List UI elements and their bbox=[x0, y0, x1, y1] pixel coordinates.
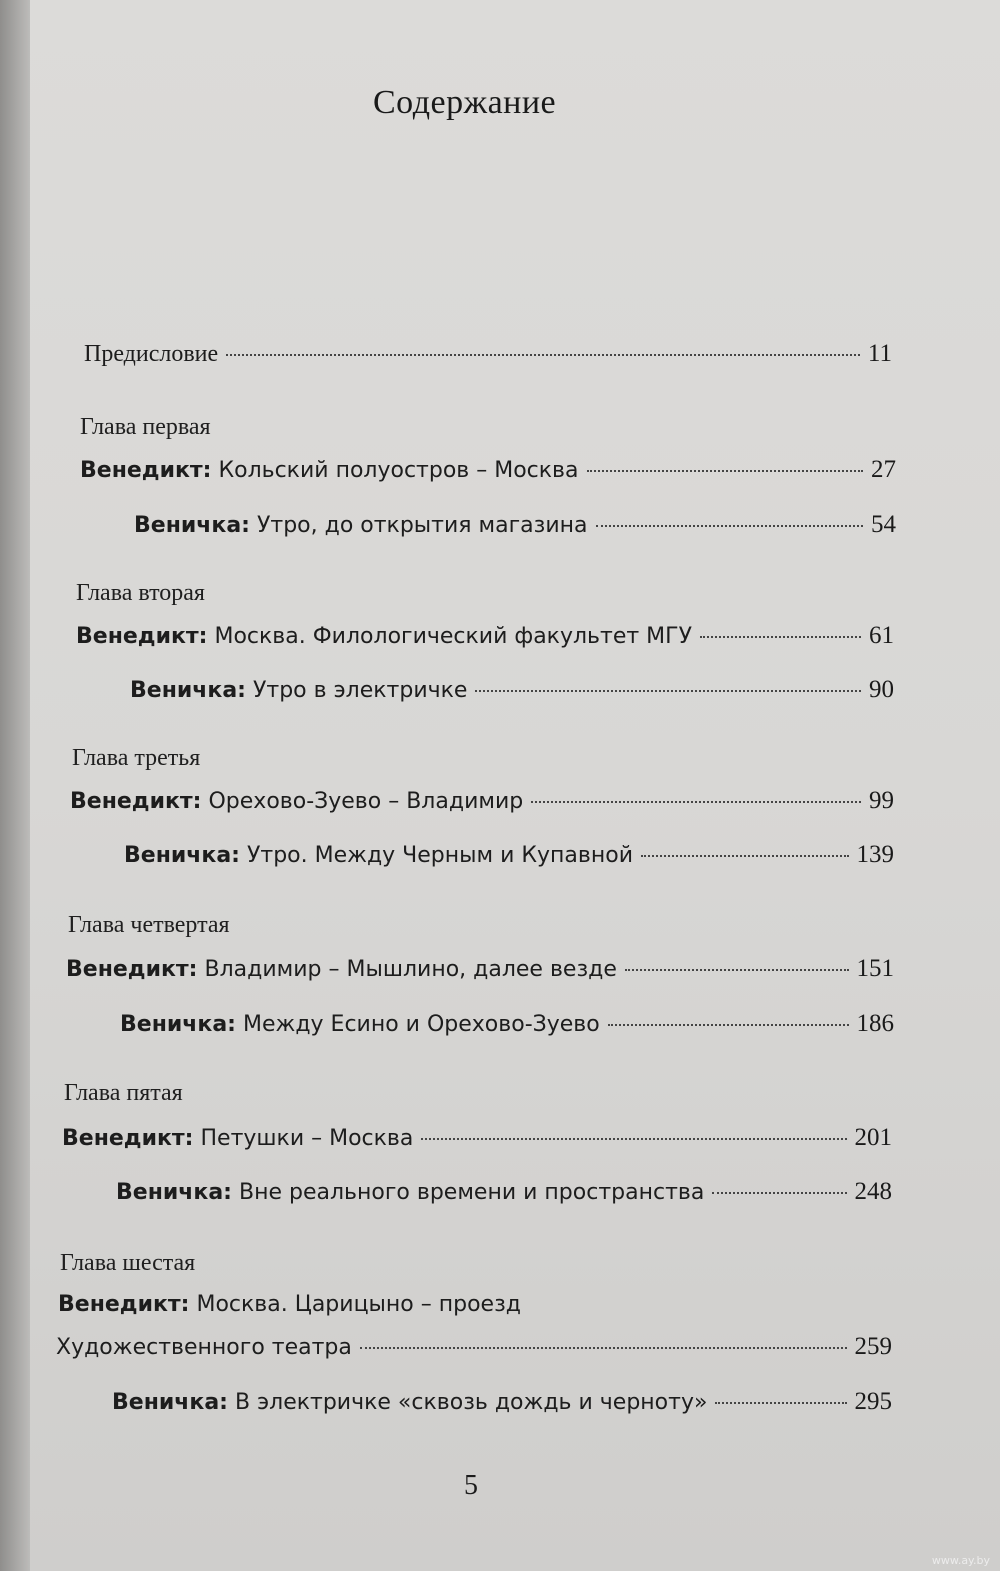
dot-leader bbox=[625, 969, 849, 971]
watermark: www.ay.by bbox=[931, 1554, 990, 1567]
toc-entry bbox=[130, 676, 894, 710]
toc-entry-title: Петушки – Москва bbox=[200, 1126, 414, 1151]
toc-speaker: Веничка: bbox=[120, 1012, 236, 1037]
toc-speaker: Венедикт: bbox=[70, 789, 202, 814]
dot-leader bbox=[608, 1024, 849, 1026]
toc-speaker: Венедикт: bbox=[76, 624, 208, 649]
toc-page-number: 99 bbox=[869, 787, 894, 814]
dot-leader bbox=[587, 470, 863, 472]
toc-entry-title: Вне реального времени и пространства bbox=[238, 1180, 705, 1205]
chapter-heading: Глава шестая bbox=[60, 1250, 196, 1276]
toc-page-number: 248 bbox=[854, 1178, 892, 1205]
chapter-heading: Глава четвертая bbox=[68, 912, 230, 938]
toc-entry bbox=[112, 1388, 892, 1422]
dot-leader bbox=[700, 636, 861, 638]
toc-entry-title: Москва. Царицыно – проезд bbox=[196, 1292, 521, 1317]
toc-speaker: Венедикт: bbox=[66, 957, 198, 982]
toc-entry-title: В электричке «сквозь дождь и черноту» bbox=[234, 1390, 708, 1415]
dot-leader bbox=[531, 801, 861, 803]
dot-leader bbox=[475, 690, 861, 692]
toc-page-number: 259 bbox=[854, 1333, 892, 1360]
toc-page-number: 11 bbox=[867, 340, 892, 367]
toc-entry-title-continuation: Художественного театра bbox=[56, 1335, 352, 1360]
toc-entry bbox=[134, 511, 896, 545]
toc-page-number: 295 bbox=[854, 1388, 892, 1415]
dot-leader bbox=[360, 1347, 847, 1349]
toc-entry bbox=[66, 955, 894, 989]
toc-entry-title: Утро в электричке bbox=[252, 678, 468, 703]
toc-entry bbox=[116, 1178, 892, 1212]
chapter-heading: Глава третья bbox=[72, 745, 201, 771]
chapter-heading: Глава пятая bbox=[64, 1080, 183, 1106]
toc-entry-title: Владимир – Мышлино, далее везде bbox=[204, 957, 617, 982]
toc-speaker: Венедикт: bbox=[80, 458, 212, 483]
toc-entry bbox=[124, 841, 894, 875]
dot-leader bbox=[715, 1402, 846, 1404]
toc-page-number: 139 bbox=[856, 841, 894, 868]
chapter-heading: Глава первая bbox=[80, 414, 211, 440]
toc-page-number: 54 bbox=[871, 511, 896, 538]
chapter-heading: Глава вторая bbox=[76, 580, 205, 606]
toc-page-number: 27 bbox=[871, 456, 896, 483]
dot-leader bbox=[712, 1192, 846, 1194]
toc-page-number: 90 bbox=[869, 676, 894, 703]
toc-entry bbox=[80, 456, 896, 490]
toc-entry-preface bbox=[84, 340, 892, 374]
toc-page-number: 151 bbox=[856, 955, 894, 982]
toc-speaker: Веничка: bbox=[124, 843, 240, 868]
toc-speaker: Веничка: bbox=[134, 513, 250, 538]
toc-page-number: 186 bbox=[856, 1010, 894, 1037]
toc-speaker: Венедикт: bbox=[62, 1126, 194, 1151]
toc-entry bbox=[76, 622, 894, 656]
toc-speaker: Веничка: bbox=[130, 678, 246, 703]
toc-entry-title: Утро, до открытия магазина bbox=[256, 513, 588, 538]
dot-leader bbox=[641, 855, 848, 857]
toc-speaker: Венедикт: bbox=[58, 1292, 190, 1317]
toc-entry-title: Утро. Между Черным и Купавной bbox=[246, 843, 634, 868]
page-title: Содержание bbox=[373, 84, 557, 121]
toc-entry bbox=[70, 787, 894, 821]
book-gutter bbox=[0, 0, 30, 1571]
toc-entry-title: Москва. Филологический факультет МГУ bbox=[214, 624, 692, 649]
toc-speaker: Веничка: bbox=[116, 1180, 232, 1205]
toc-entry bbox=[62, 1124, 892, 1158]
toc-page-number: 61 bbox=[869, 622, 894, 649]
toc-entry-label: Предисловие bbox=[84, 341, 219, 367]
toc-entry-title: Орехово-Зуево – Владимир bbox=[208, 789, 524, 814]
toc-entry-line1 bbox=[58, 1292, 888, 1326]
toc-entry-line2 bbox=[56, 1333, 892, 1367]
dot-leader bbox=[421, 1138, 846, 1140]
toc-entry-title: Между Есино и Орехово-Зуево bbox=[242, 1012, 600, 1037]
toc-page-number: 201 bbox=[854, 1124, 892, 1151]
toc-entry-title: Кольский полуостров – Москва bbox=[218, 458, 579, 483]
dot-leader bbox=[226, 354, 860, 356]
dot-leader bbox=[596, 525, 864, 527]
toc-speaker: Веничка: bbox=[112, 1390, 228, 1415]
toc-entry bbox=[120, 1010, 894, 1044]
page-number: 5 bbox=[464, 1470, 478, 1501]
